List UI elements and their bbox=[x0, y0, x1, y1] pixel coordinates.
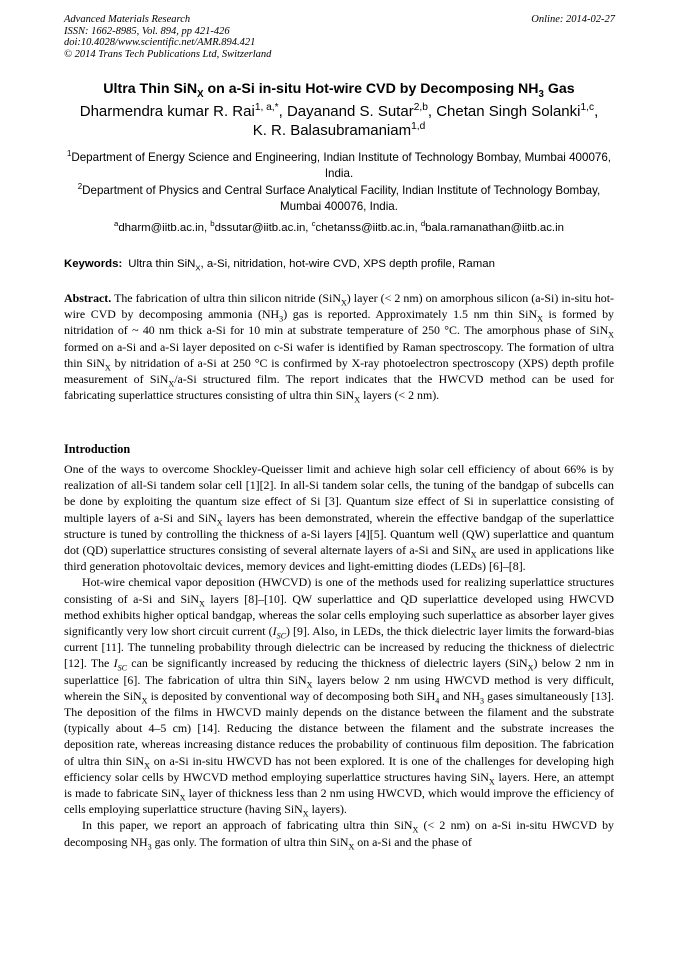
affiliation-2 bbox=[60, 183, 618, 215]
email-sutar[interactable]: dssutar@iitb.ac.in, bbox=[214, 222, 312, 234]
text-run: on a-Si and the phase of bbox=[354, 834, 472, 849]
abstract-label: Abstract. bbox=[64, 291, 112, 305]
affiliation-sup: 1 bbox=[66, 149, 72, 159]
subscript: X bbox=[216, 517, 223, 527]
title-part: on a-Si in-situ Hot-wire CVD by Decomposing NH bbox=[203, 81, 539, 97]
text-run: gas only. The formation of ultra thin SiN bbox=[151, 834, 349, 849]
text-run: layers below 2 nm using HWCVD method is very difficult, wherein the SiN bbox=[64, 672, 614, 703]
subscript: X bbox=[198, 599, 205, 608]
intro-paragraph-3 bbox=[64, 817, 614, 852]
text-run: is formed by nitridation of ~ 40 nm thick a-Si for 10 min at substrate temperature of 250 °C. The amorphous phase of SiN bbox=[64, 307, 614, 338]
text-run: layers (< 2 nm). bbox=[360, 388, 440, 403]
abstract bbox=[64, 290, 614, 403]
journal-doi[interactable]: doi:10.4028/www.scientific.net/AMR.894.421 bbox=[64, 37, 256, 48]
affiliation-sup: 2 bbox=[77, 182, 83, 192]
text-run: ) gas is reported. Approximately 1.5 nm thin SiN bbox=[283, 307, 538, 322]
author-separator: , bbox=[594, 103, 599, 120]
journal-header bbox=[64, 14, 271, 60]
email-sup: c bbox=[311, 219, 316, 229]
author-sup: 1, a,* bbox=[254, 102, 279, 113]
affiliation-text: Department of Energy Science and Engineering, Indian Institute of Technology Bombay, Mumbai 400076, India. bbox=[71, 151, 612, 180]
email-list bbox=[40, 220, 638, 236]
text-run: ) layer (< 2 nm) on amorphous silicon (a-Si) in-situ hot-wire CVD by decomposing ammonia (NH bbox=[64, 291, 614, 322]
affiliation-1 bbox=[60, 150, 618, 182]
text-run: formed on a-Si and a-Si layer deposited on c-Si wafer is identified by Raman spectroscopy. The formation of ultra thin SiN bbox=[64, 339, 614, 370]
intro-paragraph-2 bbox=[64, 574, 614, 817]
section-heading-introduction: Introduction bbox=[64, 442, 131, 456]
affiliation-text: Department of Physics and Central Surface Analytical Facility, Indian Institute of Technology Bombay, Mumbai 400076, India. bbox=[82, 184, 601, 213]
text-run: Hot-wire chemical vapor deposition (HWCVD) is one of the methods used for realizing superlattice structures consisting of a-Si and SiN bbox=[64, 575, 614, 606]
author-list bbox=[40, 102, 638, 140]
author-sup: 1,d bbox=[411, 121, 426, 132]
text-run: by nitridation of a-Si at 250 °C is confirmed by X-ray photoelectron spectroscopy (XPS) depth profile measurement of SiN bbox=[64, 355, 614, 387]
keywords-text: , a-Si, nitridation, hot-wire CVD, XPS depth profile, Raman bbox=[200, 258, 495, 270]
subscript: X bbox=[537, 314, 543, 324]
subscript: X bbox=[340, 298, 347, 308]
email-sup: d bbox=[420, 219, 426, 229]
italic-symbol: I bbox=[272, 624, 277, 639]
email-rai[interactable]: dharm@iitb.ac.in, bbox=[118, 222, 211, 234]
title-part: Ultra Thin SiN bbox=[103, 81, 198, 97]
subscript: 3 bbox=[479, 696, 485, 706]
keywords-sub: X bbox=[195, 263, 201, 273]
subscript: X bbox=[354, 395, 361, 405]
journal-name: Advanced Materials Research bbox=[64, 14, 191, 25]
text-run: are used in applications like third generation photovoltaic devices, memory devices and light-emitting diodes (LEDs) [6]–[8]. bbox=[64, 543, 614, 574]
subscript: X bbox=[527, 663, 534, 673]
author-rai: Dharmendra kumar R. Rai bbox=[79, 103, 255, 120]
text-run: ) below 2 nm in superlattice [6]. The fabrication of ultra thin SiN bbox=[64, 656, 614, 687]
text-run: gases simultaneously [13]. The deposition of the films in HWCVD mainly depends on the distance between the filament and the substrate (typically about 4–5 cm) [14]. Reducing the distance between the filament and the substrate increases the deposition rate, whereas increasing distance reduces the probability of continuous film deposition. The fabrication of ultra thin SiN bbox=[64, 688, 614, 768]
journal-copyright: © 2014 Trans Tech Publications Ltd, Switzerland bbox=[64, 48, 272, 60]
subscript: 3 bbox=[147, 842, 152, 852]
subscript: X bbox=[104, 363, 111, 373]
title-part: Gas bbox=[543, 81, 575, 97]
author-solanki: , Chetan Singh Solanki bbox=[427, 103, 581, 120]
author-sutar: , Dayanand S. Sutar bbox=[278, 103, 414, 120]
subscript: X bbox=[168, 379, 175, 389]
email-sup: b bbox=[210, 219, 215, 229]
text-run: In this paper, we report an approach of fabricating ultra thin SiN bbox=[82, 818, 413, 833]
italic-subscript: SC bbox=[276, 631, 287, 641]
subscript: 4 bbox=[435, 696, 440, 706]
keywords-label: Keywords: bbox=[64, 258, 123, 270]
italic-symbol: I bbox=[113, 656, 118, 671]
text-run: can be significantly increased by reducing the thickness of dielectric layers (SiN bbox=[127, 656, 528, 671]
title-sub: X bbox=[197, 88, 204, 100]
paper-title bbox=[40, 80, 638, 98]
subscript: X bbox=[144, 761, 150, 771]
subscript: X bbox=[302, 809, 309, 819]
keywords bbox=[64, 256, 624, 272]
keywords-text: Ultra thin SiN bbox=[128, 258, 196, 270]
text-run: /a-Si structured film. The report indicates that the HWCVD method can be used for fabricating superlattice structures consisting of ultra thin SiN bbox=[64, 372, 614, 403]
abstract-paragraph bbox=[64, 290, 614, 403]
subscript: X bbox=[306, 680, 313, 690]
subscript: X bbox=[141, 696, 148, 706]
title-sub: 3 bbox=[538, 88, 544, 100]
introduction-body bbox=[64, 461, 614, 850]
intro-paragraph-1 bbox=[64, 461, 614, 574]
subscript: X bbox=[488, 777, 495, 787]
text-run: layers. Here, an attempt is made to fabricate SiN bbox=[64, 769, 615, 801]
text-run: (< 2 nm) on a-Si in-situ HWCVD by decomposing NH bbox=[64, 818, 614, 849]
subscript: X bbox=[608, 330, 614, 340]
text-run: The fabrication of ultra thin silicon nitride (SiN bbox=[111, 291, 341, 305]
text-run: One of the ways to overcome Shockley-Queisser limit and achieve high solar cell efficiency of about 66% is by realization of all-Si tandem solar cell [1][2]. In all-Si tandem solar cells, the tuning of the bandgap of subcells can be done by exploiting the quantum size effect of Si [3]. Quantum size effect of Si in superlattice consisting of multiple layers of a-Si and SiN bbox=[64, 462, 614, 525]
subscript: X bbox=[470, 550, 477, 560]
online-date: Online: 2014-02-27 bbox=[531, 14, 615, 25]
email-solanki[interactable]: chetanss@iitb.ac.in, bbox=[315, 222, 421, 234]
text-run: on a-Si in-situ HWCVD has not been explored. It is one of the challenges for developing high efficiency solar cells by HWCVD method employing superlattice structures having SiN bbox=[64, 753, 614, 784]
author-sup: 1,c bbox=[580, 102, 595, 113]
subscript: X bbox=[179, 793, 186, 803]
text-run: layers has been demonstrated, wherein the effective bandgap of the superlattice structure is tuned by controlling the thickness of a-Si layers [4][5]. Quantum well (QW) superlattice and quantum dot (QD) superlattice structures consisting of several alternate layers of a-Si and SiN bbox=[64, 510, 614, 558]
text-run: layers [8]–[10]. QW superlattice and QD superlattice developed using HWCVD method exhibits higher optical bandgap, whereas the solar cells employing such superlattice as absorber layer gives significantly very low short circuit current ( bbox=[64, 591, 614, 639]
text-run: is deposited by conventional way of decomposing both SiH bbox=[147, 688, 436, 703]
author-sup: 2,b bbox=[413, 102, 428, 113]
author-balasubramaniam: K. R. Balasubramaniam bbox=[252, 122, 412, 139]
subscript: 3 bbox=[279, 314, 284, 324]
subscript: X bbox=[348, 842, 355, 852]
email-sup: a bbox=[114, 219, 119, 229]
journal-issn: ISSN: 1662-8985, Vol. 894, pp 421-426 bbox=[64, 25, 230, 37]
email-bala[interactable]: bala.ramanathan@iitb.ac.in bbox=[425, 222, 564, 234]
subscript: X bbox=[412, 825, 419, 835]
text-run: layer of thickness less than 2 nm using HWCVD, which would improve the efficiency of cells employing superlattice structure (having SiN bbox=[64, 786, 614, 817]
text-run: layers). bbox=[308, 802, 347, 817]
italic-subscript: SC bbox=[117, 663, 128, 673]
text-run: ) [9]. Also, in LEDs, the thick dielectric layer limits the forward-bias current [11]. The tunneling probability through dielectric can be increased by reducing the thickness of dielectric [12]. The bbox=[64, 624, 614, 671]
text-run: and NH bbox=[439, 688, 480, 703]
